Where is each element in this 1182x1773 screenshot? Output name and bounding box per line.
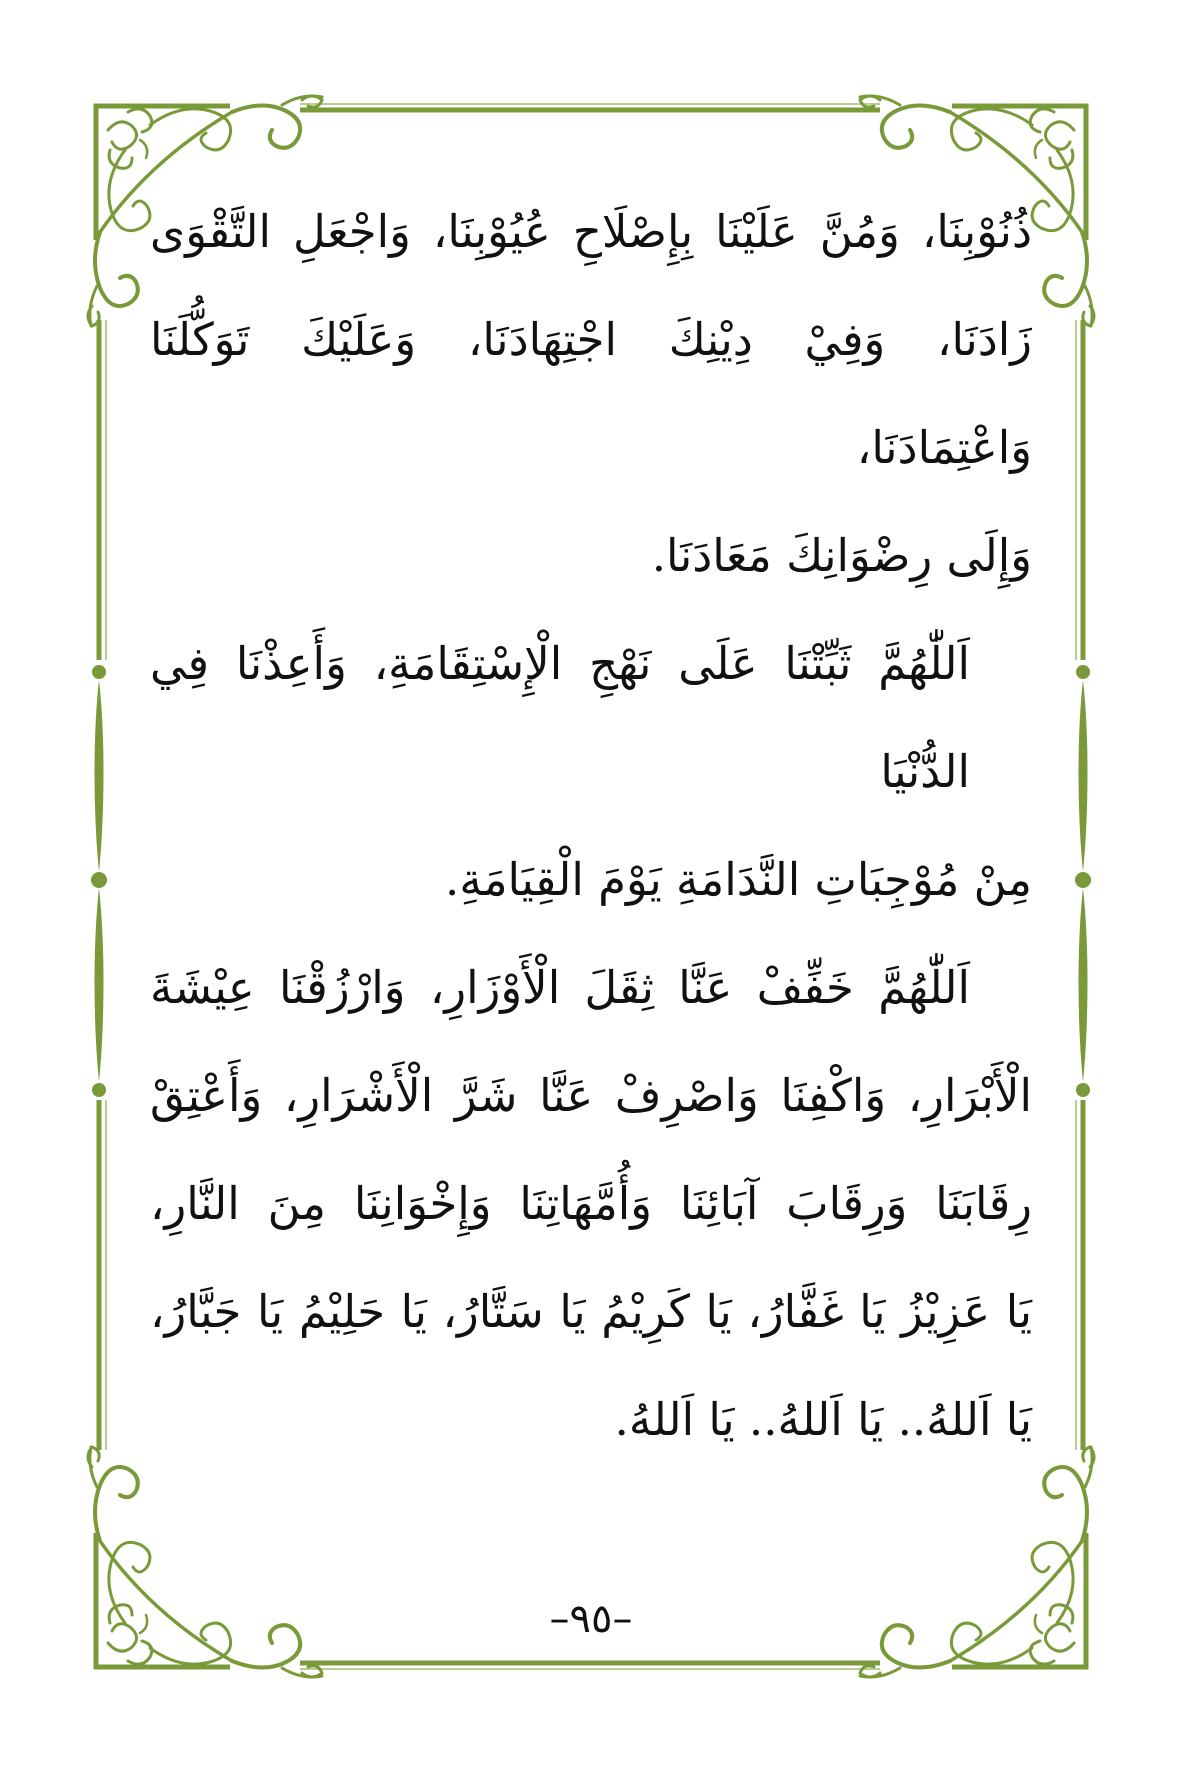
corner-ornament-bottom-right (860, 1447, 1094, 1677)
corner-ornament-bottom-left (88, 1447, 322, 1677)
paragraph-1 (150, 178, 1032, 610)
text-line: مِنْ مُوْجِبَاتِ النَّدَامَةِ يَوْمَ الْقِيَامَةِ. (445, 853, 1032, 906)
side-ornament-left (91, 665, 107, 1097)
text-line: يَا عَزِيْزُ يَا غَفَّارُ، يَا كَرِيْمُ يَا سَتَّارُ، يَا حَلِيْمُ يَا جَبَّارُ، (150, 1285, 1032, 1338)
supplication-text (150, 178, 1032, 1474)
text-line: الْأَبْرَارِ، وَاكْفِنَا وَاصْرِفْ عَنَّا شَرَّ الْأَشْرَارِ، وَأَعْتِقْ (150, 1069, 1032, 1122)
paragraph-3 (150, 934, 1032, 1474)
side-ornament-right (1075, 665, 1091, 1097)
page-number: –٩٥– (549, 1596, 633, 1642)
text-line: اَللّٰهُمَّ ثَبِّتْنَا عَلَى نَهْجِ الْإِسْتِقَامَةِ، وَأَعِذْنَا فِي الدُّنْيَا (150, 637, 970, 798)
text-line: رِقَابَنَا وَرِقَابَ آبَائِنَا وَأُمَّهَاتِنَا وَإِخْوَانِنَا مِنَ النَّارِ، (150, 1177, 1032, 1230)
text-line: يَا اَللهُ.. يَا اَللهُ.. يَا اَللهُ. (614, 1393, 1032, 1446)
text-line: ذُنُوْبِنَا، وَمُنَّ عَلَيْنَا بِإِصْلَاحِ عُيُوْبِنَا، وَاجْعَلِ التَّقْوَى (150, 205, 1032, 258)
text-line: زَادَنَا، وَفِيْ دِيْنِكَ اجْتِهَادَنَا، وَعَلَيْكَ تَوَكُّلَنَا وَاعْتِمَادَنَا، (150, 313, 1032, 474)
text-line: وَإِلَى رِضْوَانِكَ مَعَادَنَا. (651, 529, 1032, 582)
text-line: اَللّٰهُمَّ خَفِّفْ عَنَّا ثِقَلَ الْأَوْزَارِ، وَارْزُقْنَا عِيْشَةَ (150, 961, 970, 1014)
paragraph-2 (150, 610, 1032, 934)
